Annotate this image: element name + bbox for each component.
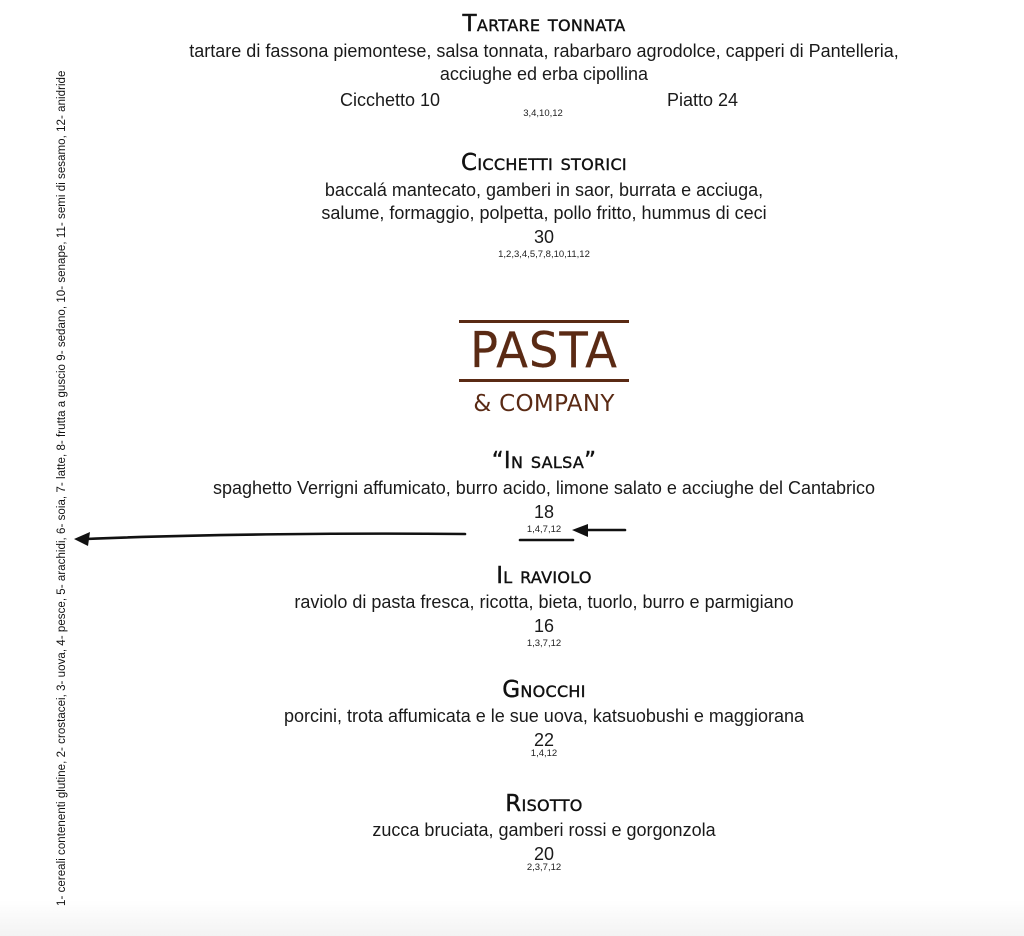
allergen-legend: 1- cereali contenenti glutine, 2- crostacei, 3- uova, 4- pesce, 5- arachidi, 6- soia, 7- latte, 8- frutta a guscio 9- sedano, 10- senape, 11- semi di sesamo, 12- anidride bbox=[56, 70, 68, 906]
item-title: Risotto bbox=[505, 791, 583, 817]
item-allergens: 1,4,12 bbox=[530, 748, 558, 759]
item-price: 16 bbox=[533, 616, 555, 636]
item-price: 20 bbox=[533, 844, 555, 864]
menu-item-cicchetti-storici bbox=[0, 150, 1024, 261]
menu-item-risotto bbox=[0, 791, 1024, 874]
item-description-line: acciughe ed erba cipollina bbox=[439, 64, 649, 84]
menu-item-gnocchi bbox=[0, 677, 1024, 760]
item-description-line: salume, formaggio, polpetta, pollo fritto, hummus di ceci bbox=[321, 203, 767, 223]
logo-bottom-rule bbox=[459, 379, 629, 382]
item-allergens: 1,3,7,12 bbox=[526, 638, 562, 649]
item-allergens: 2,3,7,12 bbox=[526, 862, 562, 873]
menu-item-in-salsa bbox=[0, 448, 1024, 536]
item-description: raviolo di pasta fresca, ricotta, bieta, tuorlo, burro e parmigiano bbox=[294, 592, 794, 612]
item-description-line: baccalá mantecato, gamberi in saor, burrata e acciuga, bbox=[324, 180, 764, 200]
item-title: “In salsa” bbox=[491, 448, 597, 474]
item-price: 30 bbox=[533, 227, 555, 247]
menu-item-tartare-tonnata bbox=[0, 11, 1024, 86]
item-title: Gnocchi bbox=[502, 677, 586, 703]
item-description-line: tartare di fassona piemontese, salsa tonnata, rabarbaro agrodolce, capperi di Pantelleria, bbox=[189, 41, 899, 61]
item-title: Cicchetti storici bbox=[461, 150, 627, 176]
item-description: zucca bruciata, gamberi rossi e gorgonzola bbox=[372, 820, 716, 840]
logo-main-text: PASTA bbox=[470, 322, 618, 379]
item-price: 22 bbox=[533, 730, 555, 750]
item-title: Tartare tonnata bbox=[462, 11, 626, 37]
pasta-and-company-logo bbox=[459, 320, 629, 419]
item-title: Il raviolo bbox=[496, 563, 592, 589]
price-cicchetto: Cicchetto 10 bbox=[340, 90, 441, 110]
item-price: 18 bbox=[533, 502, 555, 522]
price-piatto: Piatto 24 bbox=[667, 90, 739, 110]
page-bottom-fade bbox=[0, 900, 1024, 936]
item-allergens: 1,4,7,12 bbox=[526, 524, 562, 535]
item-description: spaghetto Verrigni affumicato, burro acido, limone salato e acciughe del Cantabrico bbox=[212, 478, 876, 498]
item-description: porcini, trota affumicata e le sue uova, katsuobushi e maggiorana bbox=[284, 706, 804, 726]
logo-sub-text: & COMPANY bbox=[473, 391, 615, 417]
item-allergens: 1,2,3,4,5,7,8,10,11,12 bbox=[498, 249, 590, 260]
item-allergens: 3,4,10,12 bbox=[523, 108, 563, 119]
menu-item-il-raviolo bbox=[0, 563, 1024, 650]
